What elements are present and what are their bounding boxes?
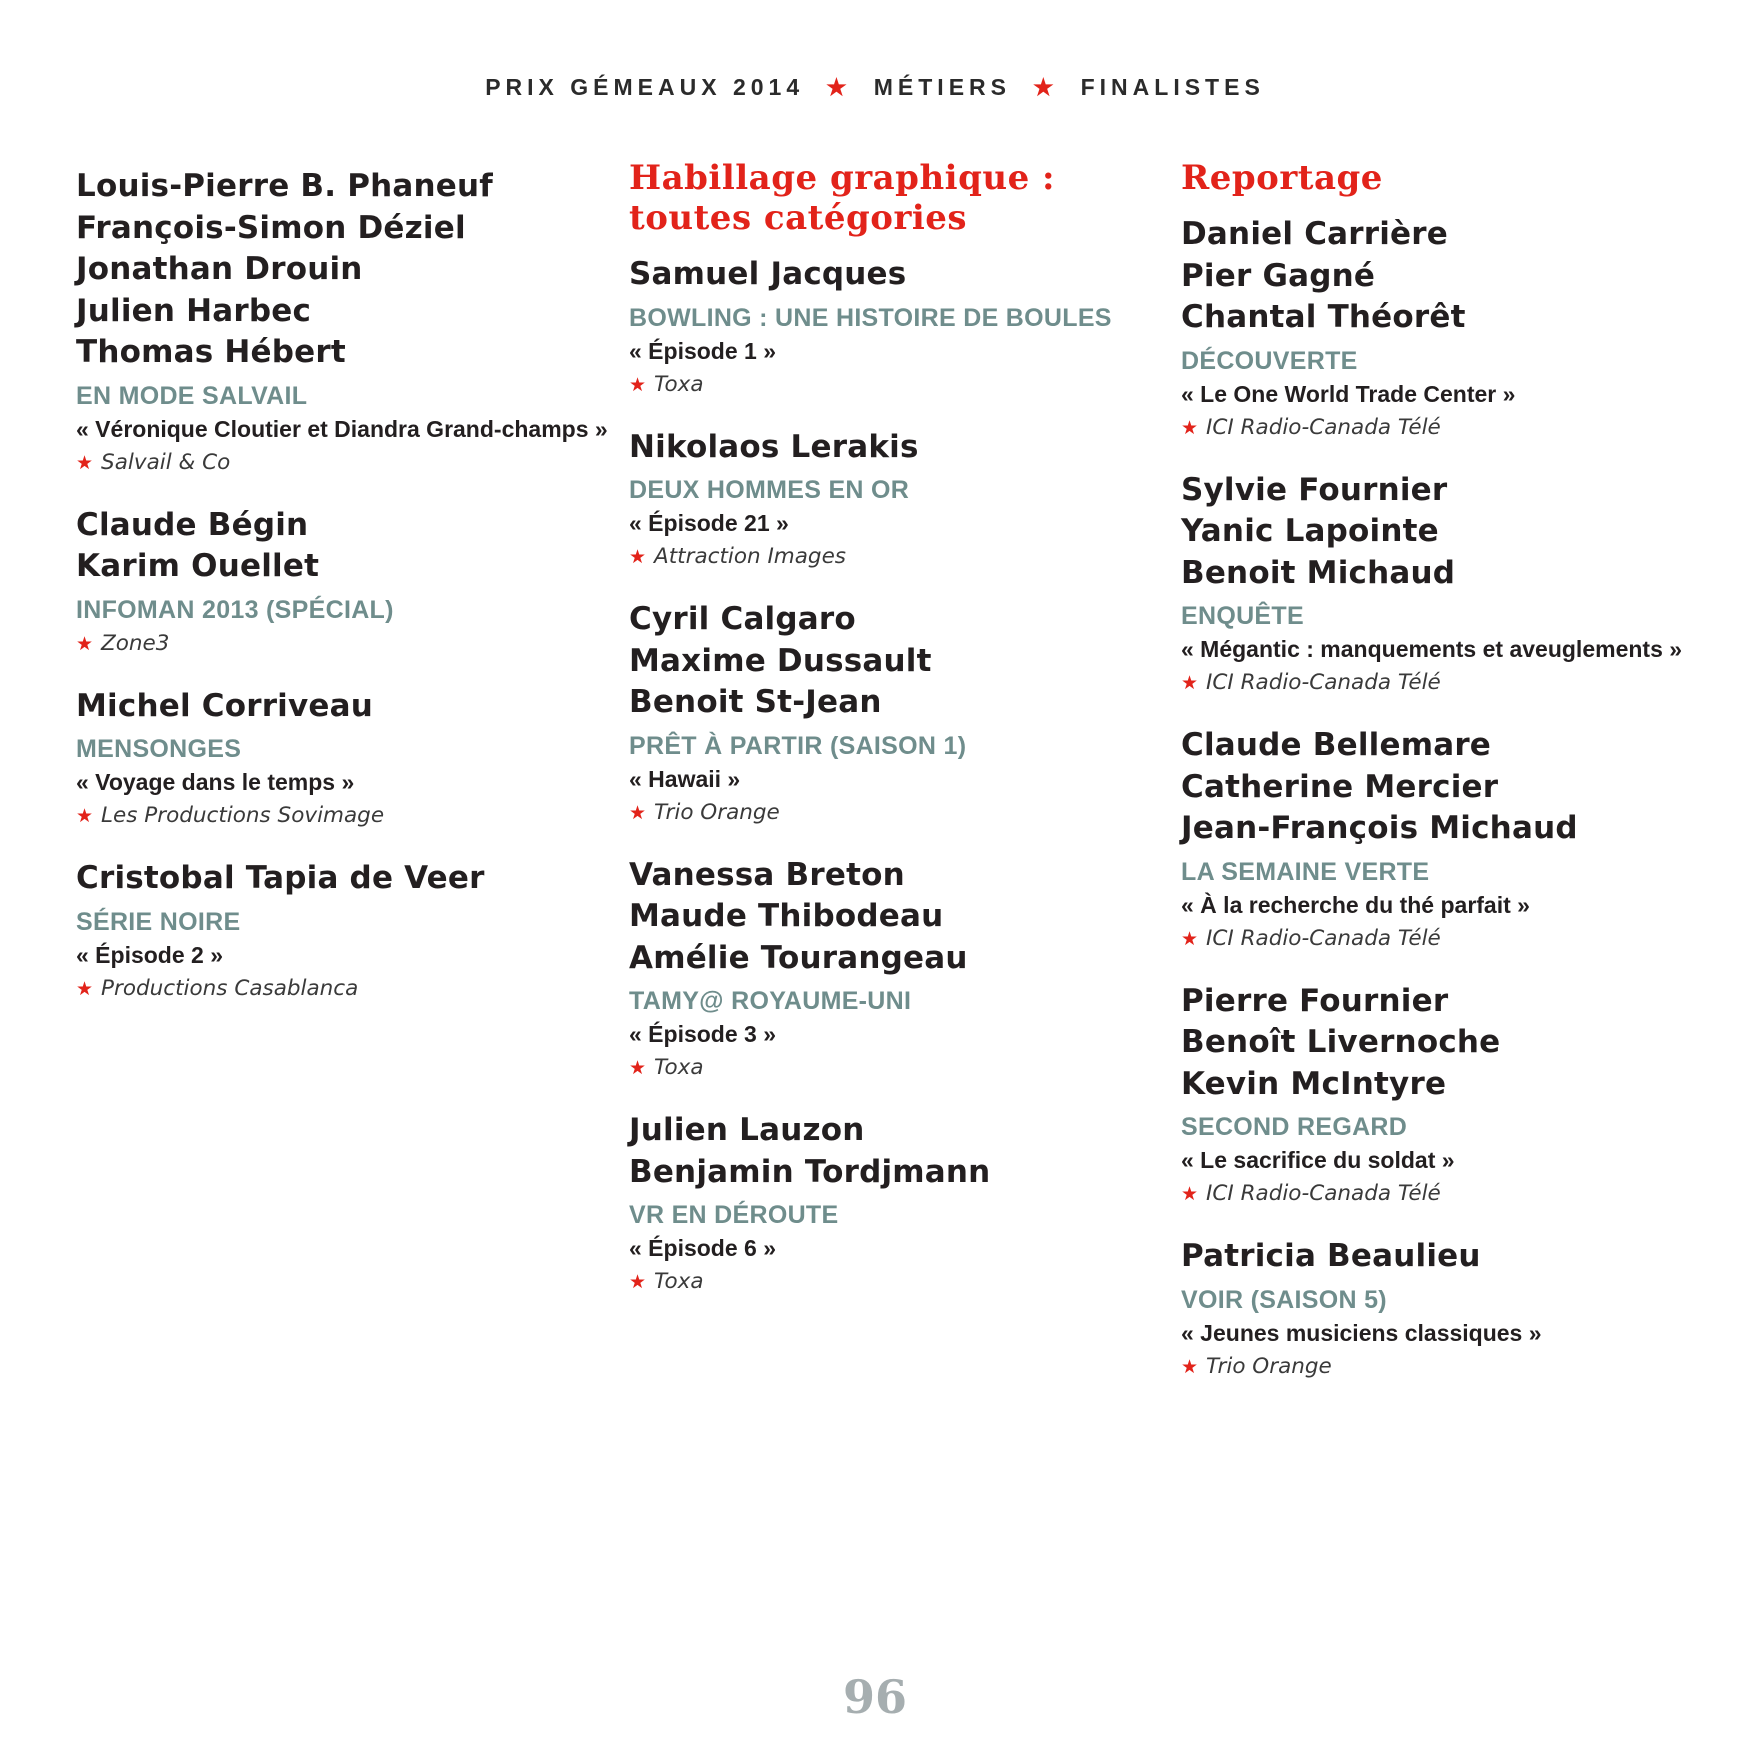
episode-title: « Le sacrifice du soldat »	[1181, 1147, 1455, 1173]
nominee-entry	[629, 427, 1169, 575]
nominee-entry	[76, 166, 616, 480]
star-icon: ★	[629, 1271, 647, 1293]
column-3	[1181, 158, 1721, 1409]
producer	[1181, 411, 1721, 445]
show-title: VOIR (SAISON 5)	[1181, 1285, 1387, 1314]
star-icon: ★	[76, 977, 94, 1000]
nominee-name: Maude Thibodeau	[629, 898, 944, 934]
episode-title: « Épisode 2 »	[76, 941, 224, 968]
episode-title: « À la recherche du thé parfait »	[1181, 891, 1530, 918]
show-title: PRÊT À PARTIR (SAISON 1)	[629, 731, 967, 760]
show-title: SECOND REGARD	[1181, 1113, 1408, 1141]
nominee-entry	[1181, 1236, 1721, 1384]
episode-title: « Épisode 21 »	[629, 510, 789, 536]
star-icon: ★	[76, 451, 94, 474]
producer	[629, 1265, 1169, 1299]
episode-title: « Véronique Cloutier et Diandra Grand-champs »	[76, 415, 608, 442]
star-icon: ★	[76, 632, 94, 655]
producer-name: Toxa	[654, 371, 704, 397]
nominee-name: Maxime Dussault	[629, 642, 932, 679]
nominee-name: Pierre Fournier	[1181, 982, 1449, 1019]
star-icon: ★	[629, 546, 647, 568]
episode-title: « Jeunes musiciens classiques »	[1181, 1319, 1542, 1346]
producer-name: Productions Casablanca	[101, 975, 359, 1001]
nominee-name: Kevin McIntyre	[1181, 1065, 1447, 1102]
star-icon: ★	[629, 1057, 647, 1079]
show-title: SÉRIE NOIRE	[76, 907, 241, 936]
nominee-name: Patricia Beaulieu	[1181, 1238, 1481, 1274]
episode-title: « Hawaii »	[629, 765, 741, 792]
show-title: LA SEMAINE VERTE	[1181, 857, 1430, 886]
nominee-name: Samuel Jacques	[629, 256, 907, 292]
star-icon: ★	[76, 805, 94, 827]
show-title: DEUX HOMMES EN OR	[629, 476, 910, 504]
nominee-name: Chantal Théorêt	[1181, 299, 1466, 335]
star-icon: ★	[1181, 1355, 1199, 1378]
producer	[1181, 1350, 1721, 1384]
show-title: ENQUÊTE	[1181, 602, 1304, 630]
nominee-name: Catherine Mercier	[1181, 768, 1499, 805]
producer-name: ICI Radio-Canada Télé	[1206, 414, 1441, 440]
nominee-entry	[629, 599, 1169, 830]
nominee-entry	[629, 1110, 1169, 1299]
star-icon: ★	[1181, 416, 1199, 439]
star-icon: ★	[826, 74, 852, 100]
nominee-entry	[1181, 725, 1721, 956]
nominee-entry	[76, 858, 616, 1006]
star-icon: ★	[629, 801, 647, 824]
star-icon: ★	[1181, 1183, 1199, 1205]
nominee-name: Claude Bégin	[76, 506, 309, 543]
nominee-name: Daniel Carrière	[1181, 216, 1448, 252]
show-title: BOWLING : UNE HISTOIRE DE BOULES	[629, 303, 1112, 332]
category-title: Habillage graphique : toutes catégories	[629, 158, 1056, 238]
producer	[76, 446, 616, 480]
producer-name: Les Productions Sovimage	[101, 803, 385, 828]
header-title: PRIX GÉMEAUX 2014	[485, 74, 805, 100]
header-section: MÉTIERS	[873, 74, 1011, 100]
column-2	[629, 158, 1169, 1324]
star-icon: ★	[1181, 927, 1199, 950]
nominee-name: Nikolaos Lerakis	[629, 428, 919, 465]
nominee-name: Pier Gagné	[1181, 257, 1376, 294]
producer	[629, 1051, 1169, 1085]
episode-title: « Épisode 1 »	[629, 337, 777, 364]
producer	[629, 796, 1169, 830]
nominee-name: Benoît Livernoche	[1181, 1024, 1501, 1060]
producer-name: Toxa	[654, 1055, 704, 1080]
nominee-name: Benoit St-Jean	[629, 684, 882, 720]
nominee-entry	[1181, 981, 1721, 1212]
producer-name: Trio Orange	[1206, 1353, 1332, 1379]
star-icon: ★	[1032, 74, 1059, 100]
show-title: VR EN DÉROUTE	[629, 1201, 839, 1229]
producer-name: Trio Orange	[654, 799, 780, 825]
header-subsection: FINALISTES	[1080, 74, 1265, 100]
nominee-name: Sylvie Fournier	[1181, 471, 1448, 508]
nominee-name: Claude Bellemare	[1181, 727, 1492, 763]
producer	[76, 627, 616, 661]
nominee-name: Karim Ouellet	[76, 548, 320, 584]
episode-title: « Mégantic : manquements et aveuglements »	[1181, 636, 1683, 662]
nominee-name: Louis-Pierre B. Phaneuf	[76, 168, 493, 204]
show-title: DÉCOUVERTE	[1181, 346, 1358, 375]
page-number: 96	[842, 1670, 907, 1724]
nominee-name: Cyril Calgaro	[629, 601, 856, 637]
episode-title: « Épisode 6 »	[629, 1235, 777, 1261]
episode-title: « Voyage dans le temps »	[76, 769, 355, 795]
nominee-name: Benjamin Tordjmann	[629, 1153, 991, 1190]
show-title: EN MODE SALVAIL	[76, 381, 308, 410]
star-icon: ★	[1181, 672, 1199, 694]
nominee-entry	[1181, 470, 1721, 701]
producer-name: Zone3	[101, 630, 170, 656]
nominee-name: Yanic Lapointe	[1181, 513, 1439, 549]
producer-name: Salvail & Co	[101, 449, 231, 475]
nominee-entry	[76, 686, 616, 834]
nominee-name: François-Simon Déziel	[76, 209, 466, 246]
show-title: MENSONGES	[76, 735, 242, 763]
producer	[629, 540, 1169, 574]
nominee-name: Cristobal Tapia de Veer	[76, 860, 485, 896]
nominee-name: Amélie Tourangeau	[629, 939, 968, 976]
producer	[76, 799, 616, 833]
producer-name: Toxa	[654, 1269, 704, 1294]
nominee-name: Vanessa Breton	[629, 856, 905, 893]
nominee-entry	[76, 505, 616, 661]
nominee-name: Julien Lauzon	[629, 1112, 865, 1148]
producer-name: ICI Radio-Canada Télé	[1206, 1181, 1441, 1206]
column-1	[76, 166, 616, 1031]
episode-title: « Le One World Trade Center »	[1181, 380, 1516, 407]
producer-name: ICI Radio-Canada Télé	[1206, 925, 1441, 951]
nominee-name: Thomas Hébert	[76, 334, 346, 370]
nominee-name: Jean-François Michaud	[1181, 810, 1578, 846]
producer-name: ICI Radio-Canada Télé	[1206, 670, 1441, 695]
producer	[1181, 922, 1721, 956]
nominee-entry	[629, 855, 1169, 1086]
producer	[1181, 1177, 1721, 1211]
producer	[1181, 666, 1721, 700]
show-title: INFOMAN 2013 (SPÉCIAL)	[76, 595, 394, 624]
nominee-name: Benoit Michaud	[1181, 554, 1456, 591]
producer-name: Attraction Images	[654, 544, 847, 569]
star-icon: ★	[629, 373, 647, 396]
nominee-name: Jonathan Drouin	[76, 251, 363, 287]
category-title: Reportage	[1181, 158, 1383, 198]
producer	[629, 368, 1169, 402]
nominee-name: Michel Corriveau	[76, 687, 374, 724]
nominee-entry	[629, 254, 1169, 402]
episode-title: « Épisode 3 »	[629, 1021, 777, 1047]
nominee-name: Julien Harbec	[76, 292, 312, 329]
page-header	[0, 74, 1750, 101]
nominee-entry	[1181, 214, 1721, 445]
producer	[76, 972, 616, 1006]
show-title: TAMY@ ROYAUME-UNI	[629, 987, 912, 1015]
